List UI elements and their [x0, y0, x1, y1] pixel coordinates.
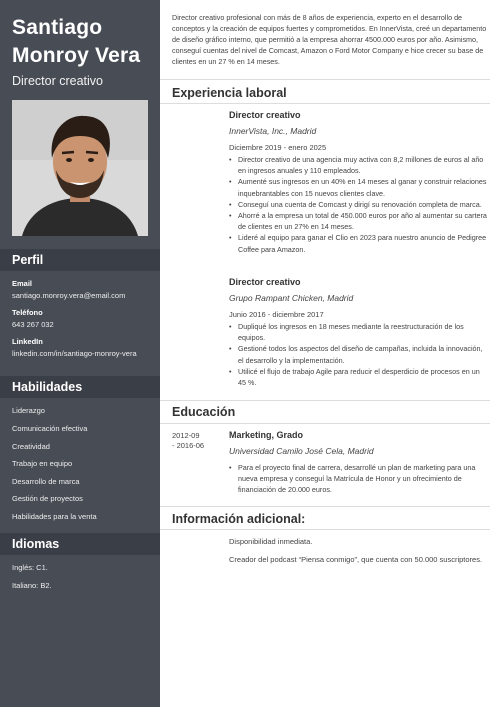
divider [160, 506, 490, 507]
skill-item: Gestión de proyectos [12, 494, 83, 503]
phone-value[interactable]: 643 267 032 [12, 320, 54, 329]
divider [160, 423, 490, 424]
skills-heading: Habilidades [0, 376, 160, 398]
additional-item: Disponibilidad inmediata. [229, 537, 313, 546]
job-1-dates: Diciembre 2019 - enero 2025 [229, 143, 327, 152]
job-2-title: Director creativo [229, 277, 301, 287]
divider [160, 529, 490, 530]
job-2-company: Grupo Rampant Chicken, Madrid [229, 293, 354, 303]
skill-item: Liderazgo [12, 406, 45, 415]
job-2-bullets [229, 321, 487, 388]
job-1-company: InnerVista, Inc., Madrid [229, 126, 317, 136]
job-title: Director creativo [12, 74, 103, 88]
experience-heading: Experiencia laboral [172, 86, 287, 100]
linkedin-label: LinkedIn [12, 337, 43, 346]
email-label: Email [12, 279, 33, 288]
job-1-title: Director creativo [229, 110, 301, 120]
email-value[interactable]: santiago.monroy.vera@email.com [12, 291, 126, 300]
job-1-bullets [229, 154, 487, 255]
education-degree: Marketing, Grado [229, 430, 304, 440]
bullet-item: • Ahorré a la empresa un total de 450.000 euros por año al aumentar su cartera de clientes en un 27% en 14 meses. [229, 210, 487, 232]
summary-text: Director creativo profesional con más de 8 años de experiencia, experto en el desarrollo de conceptos y la creación de equipos fuertes y comprometidos. En InnerVista, creé un departamento de diseño gráfico interno, que permitió a la empresa ahorrar 4500.000 euros por año. Asimismo, conseguí cuentas del nivel de Comcast, Amazon o Ford Motor Company e hice crecer su base de clientes en un 27 % en 14 meses. [172, 13, 487, 66]
education-date-end: - 2016-06 [172, 441, 205, 450]
language-item: Italiano: B2. [12, 581, 52, 590]
additional-item: Creador del podcast “Piensa conmigo”, que cuenta con 50.000 suscriptores. [229, 555, 483, 564]
skill-item: Desarrollo de marca [12, 477, 80, 486]
job-2-dates: Junio 2016 - diciembre 2017 [229, 310, 324, 319]
education-bullets [229, 462, 487, 496]
name-line-1: Santiago [12, 16, 103, 39]
bullet-item: • Director creativo de una agencia muy activa con 8,2 millones de euros al año en ingresos anuales y 110 empleados. [229, 154, 487, 176]
profile-photo [12, 100, 148, 236]
skill-item: Comunicación efectiva [12, 424, 88, 433]
divider [160, 103, 490, 104]
additional-heading: Información adicional: [172, 512, 306, 526]
education-school: Universidad Camilo José Cela, Madrid [229, 446, 374, 456]
skill-item: Creatividad [12, 442, 50, 451]
bullet-item: • Utilicé el flujo de trabajo Agile para reducir el desperdicio de procesos en un 45 %. [229, 366, 487, 388]
skill-item: Trabajo en equipo [12, 459, 73, 468]
bullet-item: • Lideré al equipo para ganar el Clio en 2023 para nuestro anuncio de Pedigree Coffee para Amazon. [229, 232, 487, 254]
linkedin-value[interactable]: linkedin.com/in/santiago-monroy-vera [12, 349, 137, 358]
bullet-item: • Conseguí una cuenta de Comcast y dirigí su renovación completa de marca. [229, 199, 487, 210]
main-content [160, 0, 500, 707]
name-line-2: Monroy Vera [12, 44, 141, 67]
languages-heading: Idiomas [0, 533, 160, 555]
phone-label: Teléfono [12, 308, 43, 317]
bullet-item: • Gestioné todos los aspectos del diseño de campañas, incluida la innovación, el desarrollo y la implementación. [229, 343, 487, 365]
education-heading: Educación [172, 405, 236, 419]
education-date-start: 2012-09 [172, 431, 200, 440]
sidebar [0, 0, 160, 707]
skill-item: Habilidades para la venta [12, 512, 97, 521]
divider [160, 79, 490, 80]
candidate-name [0, 0, 160, 70]
bullet-item: • Aumenté sus ingresos en un 40% en 14 meses al ganar y construir relaciones inquebrantables con 15 nuevos clientes clave. [229, 176, 487, 198]
language-item: Inglés: C1. [12, 563, 48, 572]
education-dates [172, 431, 212, 451]
bullet-item: • Dupliqué los ingresos en 18 meses mediante la reestructuración de los equipos. [229, 321, 487, 343]
bullet-item: • Para el proyecto final de carrera, desarrollé un plan de marketing para una nueva empresa y conseguí la Matrícula de Honor y un ofrecimiento de financiación de 20.000 euros. [229, 462, 487, 496]
profile-heading: Perfil [0, 249, 160, 271]
divider [160, 400, 490, 401]
